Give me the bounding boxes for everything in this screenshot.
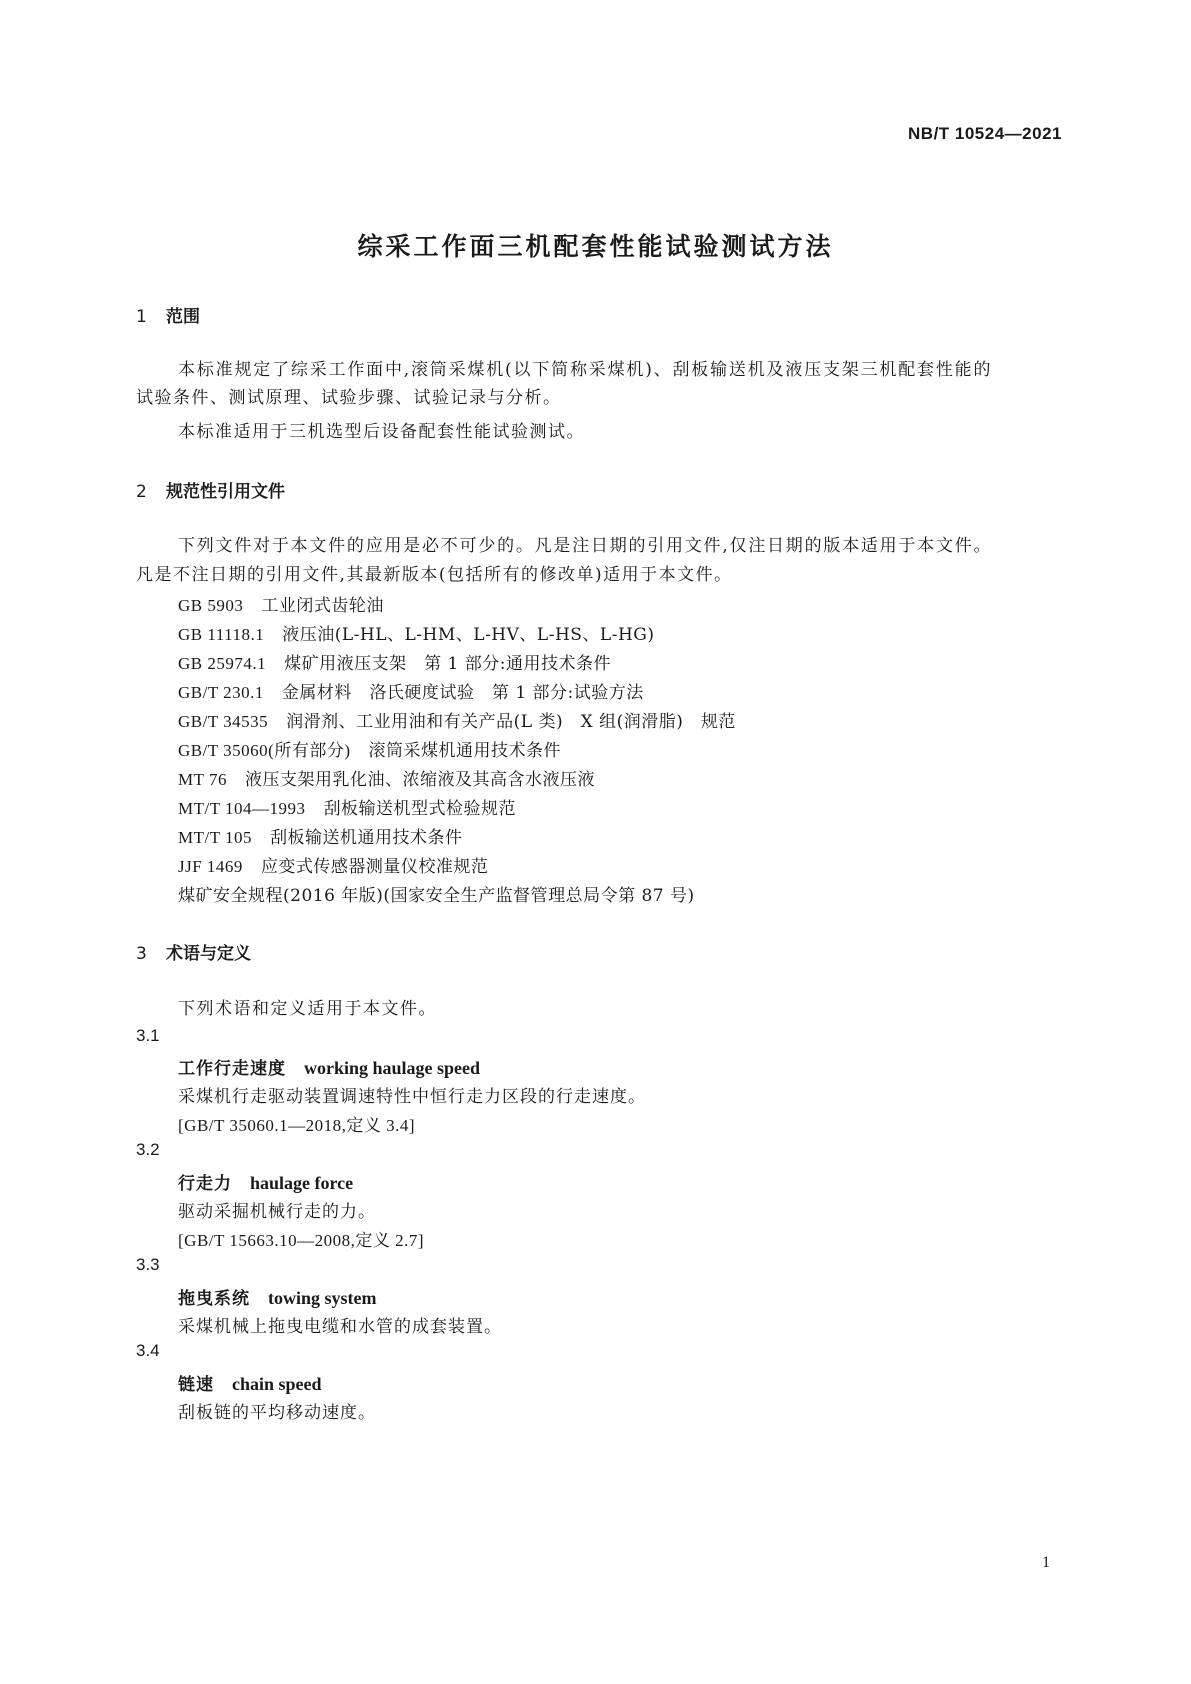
document-title: 综采工作面三机配套性能试验测试方法 bbox=[357, 232, 834, 261]
standard-code: NB/T 10524—2021 bbox=[908, 124, 1062, 143]
section-title: 规范性引用文件 bbox=[166, 482, 285, 502]
term-heading: 行走力 haulage force bbox=[178, 1173, 354, 1194]
term-definition: 驱动采掘机械行走的力。 bbox=[178, 1202, 376, 1222]
reference-item: GB 11118.1 液压油(L-HL、L-HM、L-HV、L-HS、L-HG) bbox=[178, 625, 655, 645]
reference-item: GB 25974.1 煤矿用液压支架 第 1 部分:通用技术条件 bbox=[178, 654, 611, 674]
term-heading: 链速 chain speed bbox=[178, 1374, 322, 1395]
term-heading: 工作行走速度 working haulage speed bbox=[178, 1058, 481, 1079]
section-1-paragraph-1: 本标准规定了综采工作面中,滚筒采煤机(以下简称采煤机)、刮板输送机及液压支架三机配套性能的试验条件、测试原理、试验步骤、试验记录与分析。 bbox=[136, 360, 992, 408]
term-number: 3.2 bbox=[136, 1140, 160, 1159]
section-3-heading bbox=[136, 939, 251, 964]
term-number: 3.3 bbox=[136, 1255, 160, 1274]
reference-item: GB 5903 工业闭式齿轮油 bbox=[178, 596, 384, 616]
reference-item: GB/T 35060(所有部分) 滚筒采煤机通用技术条件 bbox=[178, 741, 561, 761]
term-definition: 采煤机械上拖曳电缆和水管的成套装置。 bbox=[178, 1317, 502, 1337]
reference-item: GB/T 34535 润滑剂、工业用油和有关产品(L 类) X 组(润滑脂) 规范 bbox=[178, 712, 736, 732]
section-title: 范围 bbox=[166, 307, 200, 327]
section-1-paragraph-2: 本标准适用于三机选型后设备配套性能试验测试。 bbox=[178, 422, 585, 442]
section-3-intro: 下列术语和定义适用于本文件。 bbox=[178, 999, 437, 1019]
term-number: 3.4 bbox=[136, 1341, 160, 1360]
section-number: 2 bbox=[136, 482, 147, 502]
term-heading: 拖曳系统 towing system bbox=[178, 1288, 377, 1309]
term-source: [GB/T 15663.10—2008,定义 2.7] bbox=[178, 1231, 424, 1250]
reference-item: MT/T 104—1993 刮板输送机型式检验规范 bbox=[178, 799, 517, 819]
reference-item: 煤矿安全规程(2016 年版)(国家安全生产监督管理总局令第 87 号) bbox=[178, 886, 695, 906]
term-number: 3.1 bbox=[136, 1026, 160, 1045]
reference-item: MT/T 105 刮板输送机通用技术条件 bbox=[178, 828, 463, 848]
term-source: [GB/T 35060.1—2018,定义 3.4] bbox=[178, 1116, 415, 1135]
term-definition: 采煤机行走驱动装置调速特性中恒行走力区段的行走速度。 bbox=[178, 1087, 646, 1107]
reference-item: MT 76 液压支架用乳化油、浓缩液及其高含水液压液 bbox=[178, 770, 595, 790]
page-number: 1 bbox=[1042, 1554, 1050, 1571]
term-definition: 刮板链的平均移动速度。 bbox=[178, 1403, 376, 1423]
section-number: 3 bbox=[136, 944, 147, 964]
reference-item: GB/T 230.1 金属材料 洛氏硬度试验 第 1 部分:试验方法 bbox=[178, 683, 644, 703]
section-2-paragraph-1: 下列文件对于本文件的应用是必不可少的。凡是注日期的引用文件,仅注日期的版本适用于本文件。凡是不注日期的引用文件,其最新版本(包括所有的修改单)适用于本文件。 bbox=[136, 536, 992, 585]
reference-item: JJF 1469 应变式传感器测量仪校准规范 bbox=[178, 857, 489, 877]
section-number: 1 bbox=[136, 307, 147, 327]
section-2-heading bbox=[136, 477, 285, 502]
section-1-heading bbox=[136, 302, 200, 327]
section-title: 术语与定义 bbox=[166, 944, 251, 964]
